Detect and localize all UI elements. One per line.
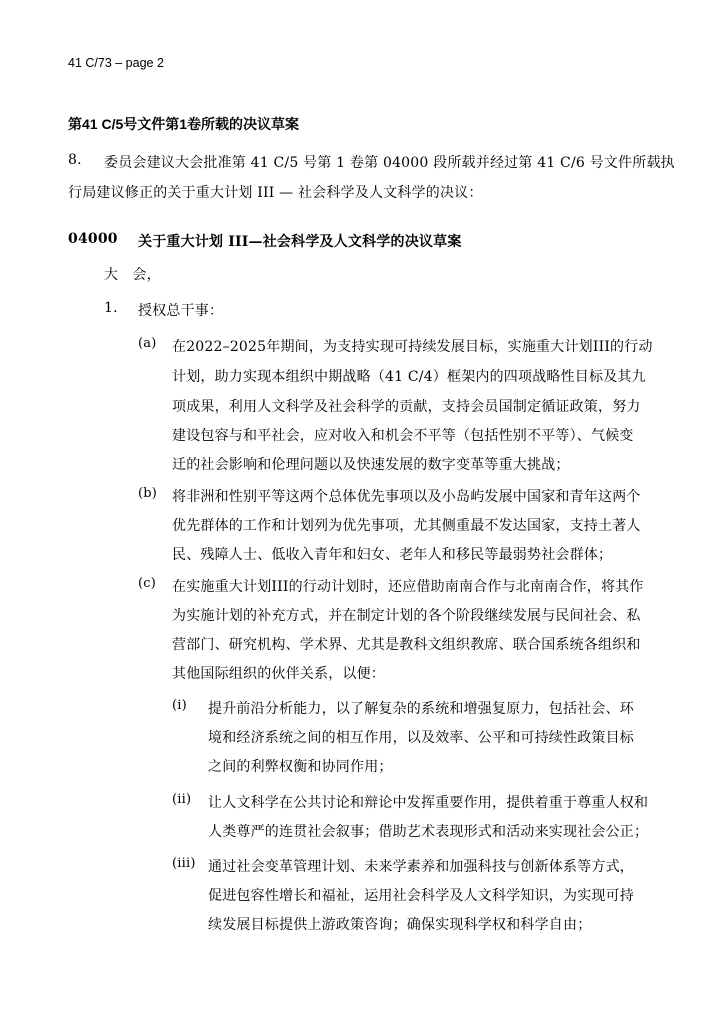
- page-header: 41 C/73 – page 2: [68, 56, 164, 70]
- item-a-line: 项成果，利用人文科学及社会科学的贡献，支持会员国制定循证政策，努力: [172, 399, 641, 415]
- item-a-line: 计划，助力实现本组织中期战略（41 C/4）框架内的四项战略性目标及其九: [172, 369, 646, 385]
- item-i-line: 之间的利弊权衡和协同作用；: [208, 759, 393, 775]
- item-a-line: 迁的社会影响和伦理问题以及快速发展的数字变革等重大挑战；: [172, 457, 570, 473]
- item-b-label: (b): [138, 486, 158, 501]
- item-a-line: 在2022–2025年期间，为支持实现可持续发展目标，实施重大计划III的行动: [172, 339, 653, 355]
- item-ii-line: 人类尊严的连贯社会叙事；借助艺术表现形式和活动来实现社会公正；: [208, 824, 649, 840]
- item-a-label: (a): [138, 336, 157, 351]
- item-iii-line: 通过社会变革管理计划、未来学素养和加强科技与创新体系等方式，: [208, 859, 634, 875]
- item-c-line: 在实施重大计划III的行动计划时，还应借助南南合作与北南南合作，将其作: [172, 579, 644, 595]
- item-i-label: (i): [172, 698, 187, 713]
- item1-number: 1.: [104, 300, 118, 316]
- item-iii-line: 续发展目标提供上游政策咨询；确保实现科学权和科学自由；: [208, 917, 592, 933]
- item-c-label: (c): [138, 576, 157, 591]
- para8-number: 8.: [68, 152, 82, 168]
- item-b-line: 民、残障人士、低收入青年和妇女、老年人和移民等最弱势社会群体；: [172, 547, 613, 563]
- item-c-line: 营部门、研究机构、学术界、尤其是教科文组织教席、联合国系统各组织和: [172, 637, 641, 653]
- para8-line1: 委员会建议大会批准第 41 C/5 号第 1 卷第 04000 段所载并经过第 41 C/6 号文件所载执: [104, 155, 675, 171]
- item-c-line: 其他国际组织的伙伴关系，以便：: [172, 666, 385, 682]
- resolution-title: 关于重大计划 III—社会科学及人文科学的决议草案: [138, 234, 462, 250]
- item-b-line: 优先群体的工作和计划列为优先事项，尤其侧重最不发达国家，支持土著人: [172, 518, 641, 534]
- item-b-line: 将非洲和性别平等这两个总体优先事项以及小岛屿发展中国家和青年这两个: [172, 489, 641, 505]
- para8-line2: 行局建议修正的关于重大计划 III — 社会科学及人文科学的决议：: [68, 185, 483, 201]
- item-c-line: 为实施计划的补充方式，并在制定计划的各个阶段继续发展与民间社会、私: [172, 608, 641, 624]
- item-a-line: 建设包容与和平社会，应对收入和机会不平等（包括性别不平等）、气候变: [172, 428, 634, 444]
- item-i-line: 提升前沿分析能力，以了解复杂的系统和增强复原力，包括社会、环: [208, 701, 634, 717]
- conference-label: 大 会，: [104, 267, 161, 283]
- section-title: 第41 C/5号文件第1卷所载的决议草案: [68, 116, 300, 132]
- resolution-number: 04000: [68, 231, 118, 247]
- item-iii-label: (iii): [172, 856, 196, 871]
- item-i-line: 境和经济系统之间的相互作用，以及效率、公平和可持续性政策目标: [208, 730, 634, 746]
- item-iii-line: 促进包容性增长和福祉，运用社会科学及人文科学知识，为实现可持: [208, 888, 634, 904]
- item-ii-line: 让人文科学在公共讨论和辩论中发挥重要作用，提供着重于尊重人权和: [208, 795, 649, 811]
- item-ii-label: (ii): [172, 792, 192, 807]
- item1-text: 授权总干事：: [138, 303, 224, 319]
